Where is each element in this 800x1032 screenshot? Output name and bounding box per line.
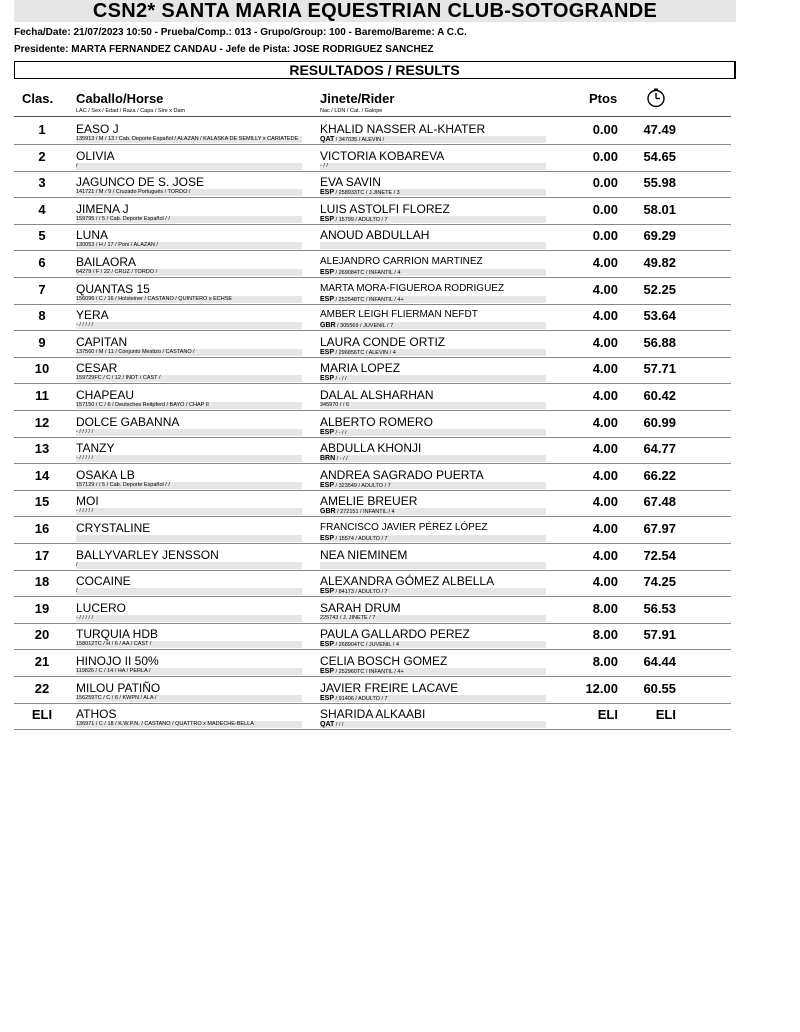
placing: 22 (34, 680, 50, 696)
table-row (0, 545, 800, 571)
table-row (0, 465, 800, 491)
column-subheader-horse: LAC / Sex / Edad / Raza / Capa / Sire x Dam (76, 108, 186, 114)
horse-detail: - / / / / / (76, 615, 302, 622)
time: 56.53 (643, 600, 676, 616)
time: 67.48 (643, 494, 676, 510)
horse-detail: 156259TC / C / 6 / KWPN / ALA / (76, 695, 302, 702)
horse-name: HINOJO II 50% (76, 654, 159, 668)
table-row (0, 438, 800, 464)
rider-name: ALEXANDRA GÓMEZ ALBELLA (320, 574, 495, 589)
table-row (0, 358, 800, 384)
points: 4.00 (592, 414, 618, 430)
points: 12.00 (585, 680, 618, 696)
horse-detail: 141721 / M / 9 / Cruzado Portugués / TORDO / (76, 189, 302, 196)
time: ELI (655, 707, 676, 723)
rider-detail (320, 721, 546, 728)
rider-name: FRANCISCO JAVIER PÉREZ LÓPEZ (320, 522, 488, 533)
rider-detail-text: / 323549 / ADULTO / 7 (334, 482, 391, 489)
rider-detail-text: / 258933TC / J.JINETE / 3 (334, 190, 400, 197)
placing: 15 (34, 494, 50, 510)
horse-name: CAPITAN (76, 334, 128, 349)
rider-name: AMELIE BREUER (320, 494, 418, 509)
table-row (0, 279, 800, 305)
rider-nationality: ESP (320, 694, 335, 702)
horse-detail: 156096 / C / 16 / Holsteiner / CASTAÑO / QUINTERO x ECHSE (76, 296, 302, 303)
points: 8.00 (592, 654, 618, 669)
rider-name: VICTORIA KOBAREVA (320, 148, 445, 163)
rider-nationality: ESP (320, 348, 335, 356)
horse-name: LUNA (76, 228, 109, 243)
horse-detail: - / / / / / (76, 455, 302, 462)
rider-nationality: GBR (320, 508, 336, 516)
placing: 2 (38, 148, 46, 164)
time: 60.99 (643, 414, 676, 430)
horse-name: OLIVIA (76, 148, 115, 163)
column-header-points: Ptos (589, 91, 618, 106)
time: 52.25 (643, 281, 676, 297)
points: 8.00 (592, 627, 618, 643)
placing: 9 (38, 334, 46, 350)
horse-detail: - / / / / / (76, 429, 302, 436)
rider-nationality: ESP (320, 641, 335, 649)
rider-name: JAVIER FREIRE LACAVE (320, 680, 459, 695)
points: 0.00 (592, 228, 618, 244)
time: 60.55 (643, 680, 676, 696)
rider-detail (320, 296, 546, 303)
placing: 13 (34, 441, 50, 457)
rider-detail (320, 508, 546, 515)
table-row (0, 305, 800, 331)
points: 4.00 (592, 281, 618, 297)
rider-detail (320, 429, 546, 436)
time: 60.42 (643, 388, 676, 403)
time: 69.29 (643, 228, 676, 244)
table-row (0, 518, 800, 544)
points: 4.00 (592, 494, 618, 510)
rider-nationality: QAT (320, 136, 335, 143)
points: 0.00 (592, 148, 618, 164)
rider-detail (320, 455, 546, 462)
table-row (0, 678, 800, 704)
table-row (0, 119, 800, 145)
rider-nationality: ESP (320, 428, 335, 436)
rider-detail-text: / 252960TC / INFANTIL / 4+ (334, 669, 404, 675)
points: 4.00 (592, 467, 618, 483)
rider-name: ABDULLA KHONJI (320, 441, 422, 456)
column-header-rider: Jinete/Rider (320, 91, 395, 106)
rider-detail (320, 242, 546, 249)
rider-detail-text: / - / / (334, 429, 347, 436)
placing: 18 (34, 574, 50, 590)
points: 0.00 (592, 175, 618, 191)
rider-name: LAURA CONDE ORTIZ (320, 334, 446, 349)
horse-name: QUANTAS 15 (76, 281, 150, 296)
rider-nationality: ESP (320, 295, 335, 303)
rider-name: SARAH DRUM (320, 600, 401, 615)
rider-nationality: ESP (320, 375, 335, 383)
horse-name: MILOU PATIÑO (76, 680, 161, 695)
table-row (0, 624, 800, 650)
points: 4.00 (592, 308, 618, 324)
rider-detail (320, 482, 546, 489)
table-row (0, 332, 800, 358)
rider-detail (320, 216, 546, 223)
rider-detail-text: 345970 / / 6 (320, 402, 350, 408)
table-row (0, 146, 800, 172)
time: 56.88 (643, 334, 676, 350)
time: 57.71 (643, 361, 676, 377)
horse-detail: 157150 / C / 6 / Deutsches Reitpferd / BAYO / CHAP II (76, 402, 302, 409)
points: 4.00 (592, 441, 618, 457)
column-header-horse: Caballo/Horse (76, 91, 164, 106)
rider-detail-text: / 252548TC / INFANTIL / 4+ (334, 296, 404, 303)
rider-detail (320, 641, 546, 648)
rider-nationality: ESP (320, 481, 335, 489)
time: 64.44 (643, 654, 676, 669)
horse-name: ATHOS (76, 707, 117, 722)
horse-name: BALLYVARLEY JENSSON (76, 547, 219, 562)
table-row (0, 704, 800, 730)
placing: 16 (34, 521, 50, 536)
horse-name: MOI (76, 494, 99, 509)
horse-detail: 119826 / C / 14 / HA / PERLA / (76, 668, 302, 675)
rider-detail-text: / 268904TC / JUVENIL / 4 (334, 642, 399, 649)
time: 54.65 (643, 148, 676, 164)
rider-detail-text: / / / (334, 722, 344, 729)
placing: 11 (35, 388, 49, 403)
rider-nationality: ESP (320, 189, 335, 197)
rider-detail (320, 668, 546, 675)
rider-name: ANOUD ABDULLAH (320, 228, 430, 243)
horse-detail: 64279 / F / 22 / CRUZ / TORDO / (76, 269, 302, 276)
horse-name: YERA (76, 308, 109, 323)
placing: 14 (34, 467, 50, 483)
points: 4.00 (592, 547, 618, 563)
time: 57.91 (643, 627, 676, 643)
column-subheader-rider: Nac / LDN / Cat. / Galope (320, 108, 383, 114)
horse-name: OSAKA LB (76, 467, 135, 482)
placing: 19 (34, 600, 50, 616)
table-row (0, 199, 800, 225)
rider-detail (320, 615, 546, 622)
header-rule (14, 116, 731, 117)
table-row (0, 598, 800, 624)
placing: 5 (38, 228, 46, 244)
horse-detail: - / / / / / (76, 508, 302, 515)
table-row (0, 651, 800, 677)
rider-nationality: ESP (320, 269, 335, 276)
rider-detail (320, 535, 546, 542)
points: 4.00 (592, 521, 618, 536)
table-row (0, 172, 800, 198)
horse-detail: / (76, 588, 302, 595)
rider-nationality: QAT (320, 721, 335, 729)
placing: 10 (34, 361, 50, 377)
placing: 12 (34, 414, 50, 430)
horse-name: TANZY (76, 441, 115, 456)
rider-name: ALBERTO ROMERO (320, 414, 433, 429)
rider-detail (320, 375, 546, 382)
placing: 7 (38, 281, 46, 297)
points: 4.00 (592, 388, 618, 403)
rider-detail (320, 269, 546, 276)
rider-detail (320, 163, 546, 170)
column-header-clas: Clas. (22, 91, 54, 106)
rider-nationality: ESP (320, 588, 335, 596)
horse-name: LUCERO (76, 600, 127, 615)
time: 67.97 (643, 521, 676, 536)
horse-detail: / (76, 163, 302, 170)
rider-name: PAULA GALLARDO PEREZ (320, 627, 470, 642)
rider-name: KHALID NASSER AL-KHATER (320, 122, 486, 136)
rider-name: LUIS ASTOLFI FLOREZ (320, 201, 450, 216)
horse-detail: / (76, 562, 302, 569)
time: 66.22 (643, 467, 676, 483)
horse-detail: 136971 / C / 18 / K.W.P.N. / CASTAÑO / QUATTRO x MADECHE-BELLA (76, 721, 302, 728)
rider-name: ALEJANDRO CARRION MARTINEZ (320, 256, 483, 267)
horse-name: JAGUNCO DE S. JOSE (76, 175, 205, 190)
horse-detail: 157129 / / 5 / Cab. Deporte Español / / (76, 482, 302, 489)
rider-nationality: ESP (320, 668, 335, 675)
rider-detail-text: / 15799 / ADULTO / 7 (334, 216, 388, 223)
placing: 1 (38, 122, 46, 137)
placing: 4 (38, 201, 46, 217)
rider-nationality: BRN (320, 455, 336, 463)
placing: 17 (34, 547, 50, 563)
points: 4.00 (592, 334, 618, 350)
horse-detail: 159795 / / 5 / Cab. Deporte Español / / (76, 216, 302, 223)
horse-name: EASO J (76, 122, 119, 136)
rider-detail-text: / 91406 / ADULTO / 7 (334, 695, 388, 702)
rider-detail-text: / - / / (334, 376, 347, 383)
horse-name: CESAR (76, 361, 118, 376)
rider-detail (320, 322, 546, 329)
horse-detail: 135913 / M / 13 / Cab. Deporte Español / ALAZÁN / KALASKA DE SEMILLY x CARIATEDE (76, 136, 302, 143)
points: 0.00 (592, 122, 618, 137)
time: 55.98 (643, 175, 676, 191)
row-divider (14, 729, 731, 730)
table-row (0, 385, 800, 411)
time: 53.64 (643, 308, 676, 324)
rider-name: AMBER LEIGH FLIERMAN NEFDT (320, 309, 478, 321)
rider-detail (320, 695, 546, 702)
rider-detail-text: / 15574 / ADULTO / 7 (334, 536, 388, 542)
rider-name: CELIA BOSCH GOMEZ (320, 654, 448, 668)
time: 47.49 (643, 122, 676, 137)
horse-name: CRYSTALINE (76, 521, 151, 535)
rider-name: ANDREA SAGRADO PUERTA (320, 467, 484, 482)
points: 4.00 (592, 574, 618, 590)
horse-detail: 159729FC / C / 12 / INDT / CAST / (76, 375, 302, 382)
time: 58.01 (643, 201, 676, 217)
horse-detail: - / / / / / (76, 322, 302, 329)
rider-nationality: ESP (320, 215, 335, 223)
horse-name: DOLCE GABANNA (76, 414, 180, 429)
rider-detail (320, 349, 546, 356)
rider-detail (320, 189, 546, 196)
rider-name: DALAL ALSHARHAN (320, 388, 434, 402)
horse-name: JIMENA J (76, 201, 129, 216)
table-row (0, 412, 800, 438)
event-info-line: Fecha/Date: 21/07/2023 10:50 - Prueba/Comp.: 013 - Grupo/Group: 100 - Baremo/Bareme: A C.C. (14, 27, 467, 38)
rider-nationality: GBR (320, 322, 336, 330)
rider-detail-text: / 296856TC / ALEVIN / 4 (334, 349, 396, 356)
horse-name: BAILAORA (76, 255, 137, 269)
placing: ELI (31, 707, 53, 723)
clock-icon (646, 88, 666, 108)
rider-name: EVA SAVIN (320, 175, 381, 190)
horse-name: CHAPEAU (76, 388, 135, 402)
table-row (0, 571, 800, 597)
rider-detail-text: / 269084TC / INFANTIL / 4 (334, 270, 401, 276)
horse-name: TURQUIA HDB (76, 627, 159, 642)
rider-detail (320, 562, 546, 569)
rider-detail-text: / 84173 / ADULTO / 7 (334, 589, 388, 596)
rider-detail-text: 225743 / J. JINETE / 7 (320, 614, 376, 621)
rider-nationality: ESP (320, 535, 335, 542)
time: 72.54 (643, 547, 676, 563)
table-row (0, 491, 800, 517)
horse-name: COCAINE (76, 574, 131, 589)
time: 64.77 (643, 441, 676, 457)
horse-detail: 137560 / M / 11 / Conjunto Mestizo / CASTAÑO / (76, 349, 302, 356)
points: ELI (597, 707, 618, 723)
rider-name: MARIA LOPEZ (320, 361, 401, 376)
points: 4.00 (592, 255, 618, 270)
placing: 3 (38, 175, 46, 191)
rider-name: SHARIDA ALKAABI (320, 707, 426, 722)
rider-detail-text: / - / / (335, 456, 348, 463)
rider-detail (320, 136, 546, 143)
placing: 20 (34, 627, 50, 643)
table-row (0, 225, 800, 251)
horse-detail: 158012TC / H / 6 / AA / CAST / (76, 641, 302, 648)
points: 4.00 (592, 361, 618, 377)
table-row (0, 252, 800, 278)
rider-detail (320, 402, 546, 409)
results-heading: RESULTADOS / RESULTS (14, 61, 736, 79)
time: 74.25 (643, 574, 676, 590)
points: 8.00 (592, 600, 618, 616)
rider-detail (320, 588, 546, 595)
placing: 6 (38, 255, 46, 270)
officials-line: Presidente: MARTA FERNANDEZ CANDAU - Jefe de Pista: JOSE RODRIGUEZ SANCHEZ (14, 44, 434, 55)
event-title: CSN2* SANTA MARIA EQUESTRIAN CLUB-SOTOGRANDE (14, 0, 736, 22)
horse-detail: 130053 / H / 17 / Poni / ALAZÁN / (76, 242, 302, 249)
points: 0.00 (592, 201, 618, 217)
rider-detail-text: - / / (320, 162, 328, 169)
placing: 21 (34, 654, 50, 669)
placing: 8 (38, 308, 46, 324)
horse-detail (76, 535, 302, 542)
rider-name: MARTA MORA-FIGUEROA RODRIGUEZ (320, 282, 505, 294)
time: 49.82 (643, 255, 676, 270)
rider-name: NEA NIEMINEM (320, 547, 408, 562)
rider-detail-text: / 347035 / ALEVIN / (334, 137, 385, 143)
rider-detail-text: / 272151 / INFANTIL / 4 (335, 509, 395, 516)
rider-detail-text: / 305569 / JUVENIL / 7 (335, 323, 394, 330)
